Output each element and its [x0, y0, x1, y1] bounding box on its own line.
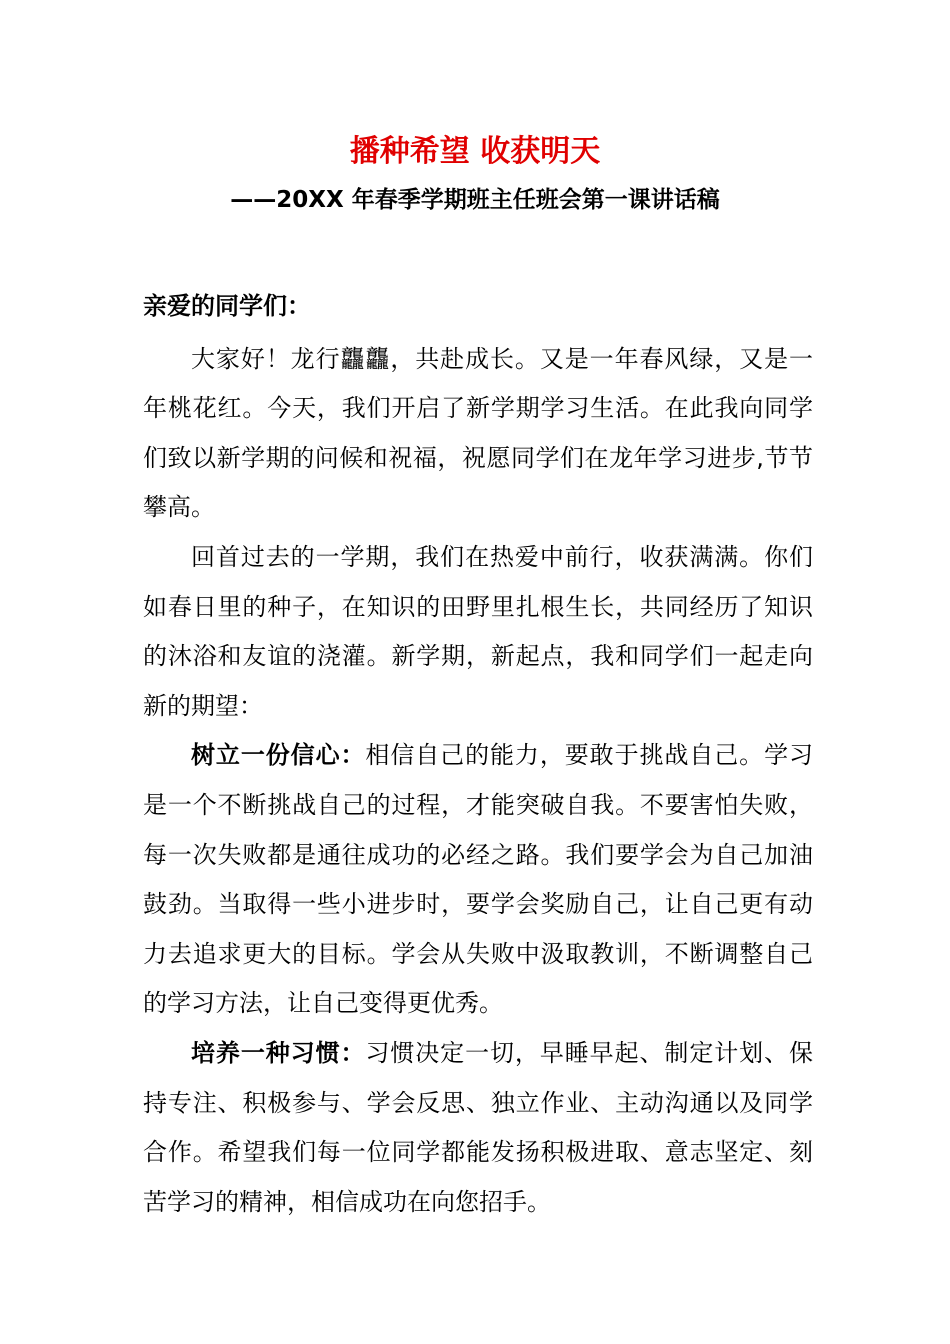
greeting: 亲爱的同学们： — [143, 292, 311, 320]
document-subtitle: ——20XX 年春季学期班主任班会第一课讲话稿 — [230, 187, 720, 213]
paragraph-4-lead: 培养一种习惯： — [191, 1038, 366, 1067]
paragraph-1 — [143, 335, 813, 533]
paragraph-1-text: 大家好！龙行龘龘，共赴成长。又是一年春风绿，又是一年桃花红。今天，我们开启了新学期学习生活。在此我向同学们致以新学期的问候和祝福，祝愿同学们在龙年学习进步,节节攀高。 — [143, 344, 813, 522]
paragraph-3-lead: 树立一份信心： — [191, 741, 366, 770]
document-body — [143, 282, 813, 1227]
paragraph-2-text: 回首过去的一学期，我们在热爱中前行，收获满满。你们如春日里的种子，在知识的田野里扎根生长，共同经历了知识的沐浴和友谊的浇灌。新学期，新起点，我和同学们一起走向新的期望： — [143, 542, 813, 720]
paragraph-2 — [143, 533, 813, 731]
paragraph-3 — [143, 731, 813, 1029]
paragraph-4-text: 习惯决定一切，早睡早起、制定计划、保持专注、积极参与、学会反思、独立作业、主动沟通以及同学合作。希望我们每一位同学都能发扬积极进取、意志坚定、刻苦学习的精神，相信成功在向您招手。 — [143, 1038, 814, 1216]
paragraph-3-text: 相信自己的能力，要敢于挑战自己。学习是一个不断挑战自己的过程，才能突破自我。不要害怕失败，每一次失败都是通往成功的必经之路。我们要学会为自己加油鼓劲。当取得一些小进步时，要学会奖励自己，让自己更有动力去追求更大的目标。学会从失败中汲取教训，不断调整自己的学习方法，让自己变得更优秀。 — [143, 741, 814, 1018]
paragraph-4 — [143, 1029, 813, 1227]
document-title: 播种希望 收获明天 — [349, 134, 601, 169]
